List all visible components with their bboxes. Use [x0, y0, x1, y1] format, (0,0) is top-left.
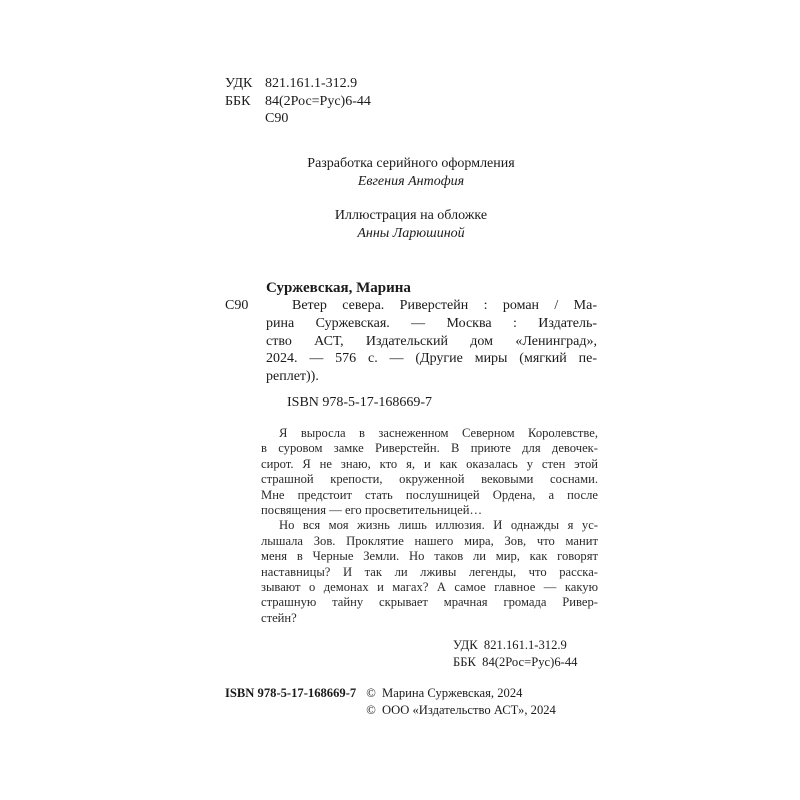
annotation-line: страшной крепости, окруженной вековыми соснами. — [261, 472, 598, 487]
catalog-line: 2024. — 576 с. — (Другие миры (мягкий пе- — [266, 351, 597, 366]
bottom-codes — [453, 639, 577, 669]
copyright-holders — [366, 687, 556, 717]
annotation-line: меня в Черные Земли. Но таков ли мир, как говорят — [261, 549, 598, 564]
bbk-label: ББК — [225, 94, 251, 109]
annotation-line: посвящения — его просветительницей… — [261, 502, 483, 517]
series-design-name: Евгения Антофия — [357, 174, 465, 189]
top-codes — [225, 77, 371, 129]
copyright-author: © Марина Суржевская, 2024 — [366, 686, 523, 700]
bottom-bbk: ББК 84(2Рос=Рус)6-44 — [453, 655, 578, 669]
annotation-line: в суровом замке Риверстейн. В приюте для девочек- — [261, 441, 598, 456]
cover-illustration-name: Анны Ларюшиной — [357, 226, 465, 241]
annotation-line: Я выросла в заснеженном Северном Королевстве, — [279, 426, 598, 440]
catalog-isbn: ISBN 978-5-17-168669-7 — [287, 395, 433, 410]
udk-value: 821.161.1-312.9 — [265, 76, 358, 91]
catalog-author-sign: С90 — [225, 298, 249, 313]
bbk-value: 84(2Рос=Рус)6-44 — [265, 94, 371, 109]
catalog-entry — [225, 281, 597, 410]
annotation-line: Но вся моя жизнь лишь иллюзия. И однажды я ус- — [279, 518, 598, 533]
cover-illustration-label: Иллюстрация на обложке — [334, 208, 488, 223]
catalog-line: рина Суржевская. — Москва : Издатель- — [266, 316, 597, 331]
catalog-line: ство АСТ, Издательский дом «Ленинград», — [266, 334, 597, 349]
annotation-line: наставницы? И так ли лживы легенды, что расска- — [261, 564, 598, 579]
copyright-block — [225, 687, 556, 717]
bottom-udk: УДК 821.161.1-312.9 — [453, 638, 567, 652]
annotation-line: страшную тайну скрывает мрачная громада Ривер- — [261, 595, 598, 610]
author-sign: С90 — [265, 111, 289, 126]
series-design-label: Разработка серийного оформления — [307, 156, 515, 171]
annotation-line: сирот. Я не знаю, кто я, и как оказалась у стен этой — [261, 456, 598, 471]
annotation-line: Мне предстоит стать послушницей Ордена, а после — [261, 487, 598, 502]
annotation-line: зывают о демонах и магах? А самое главное — какую — [261, 579, 598, 594]
catalog-body — [266, 299, 597, 410]
catalog-line: реплет)). — [266, 369, 319, 384]
copyright-publisher: © ООО «Издательство АСТ», 2024 — [366, 703, 556, 717]
annotation — [261, 427, 598, 627]
catalog-line: Ветер севера. Риверстейн : роман / Ма- — [292, 298, 597, 313]
catalog-author-heading: Суржевская, Марина — [266, 280, 411, 296]
annotation-line: лышала Зов. Проклятие нашего мира, Зов, что манит — [261, 533, 598, 548]
credits — [211, 157, 611, 243]
annotation-line: стейн? — [261, 610, 297, 625]
udk-label: УДК — [225, 76, 253, 91]
copyright-isbn: ISBN 978-5-17-168669-7 — [225, 686, 357, 700]
